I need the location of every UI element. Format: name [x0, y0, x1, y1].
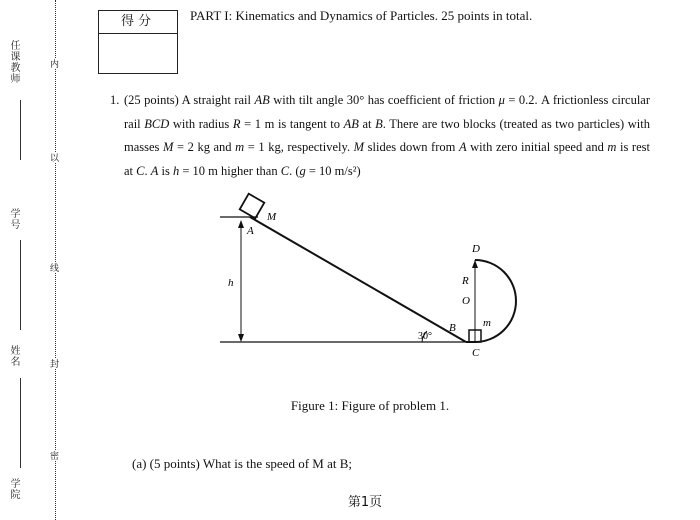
label-m: m [483, 317, 491, 329]
name-label: 姓名 [8, 345, 19, 367]
label-C: C [472, 347, 480, 359]
block-M [240, 194, 265, 219]
seal-char: 以 [48, 153, 58, 162]
figure-caption: Figure 1: Figure of problem 1. [290, 398, 450, 413]
college-label: 学院 [8, 478, 19, 500]
student-id-line [20, 240, 21, 330]
label-R: R [462, 275, 469, 287]
label-B: B [449, 322, 456, 334]
part-title: PART I: Kinematics and Dynamics of Particles. 25 points in total. [190, 8, 533, 23]
page-number: 第1页 [347, 495, 383, 510]
binding-margin [0, 0, 60, 520]
incline-rail [250, 217, 466, 342]
problem-body: (25 points) A straight rail AB with tilt angle 30° has coefficient of friction μ = 0.2. A frictionless circular rail BCD with radius R = 1 m is tangent to AB at B. There are two blocks (treated as two particles) with masses M = 2 kg and m = 1 kg, respectively. M slides down from A with zero initial speed and m is rest at C. A is h = 10 m higher than C. (g = 10 m/s²) [124, 93, 651, 178]
seal-char: 内 [48, 59, 58, 68]
score-label: 得分 [99, 11, 177, 34]
label-D: D [472, 243, 480, 255]
seal-dotted-line [55, 0, 56, 520]
name-line [20, 378, 21, 468]
seal-char: 线 [48, 263, 58, 272]
problem-number: 1. [110, 93, 120, 107]
seal-char: 封 [48, 359, 58, 368]
label-O: O [462, 295, 470, 307]
label-h: h [228, 277, 234, 289]
radius-arrowhead [472, 260, 478, 268]
label-angle: 30° [418, 331, 432, 342]
instructor-label: 任课教师 [8, 40, 19, 84]
label-M: M [267, 211, 277, 223]
problem-figure [210, 190, 540, 365]
score-box [98, 10, 178, 74]
instructor-line [20, 100, 21, 160]
student-id-label: 学号 [8, 208, 19, 230]
problem-statement [110, 89, 650, 183]
label-A: A [247, 225, 254, 237]
seal-char: 密 [48, 451, 58, 460]
subquestion-a: (a) (5 points) What is the speed of M at B; [132, 456, 352, 471]
